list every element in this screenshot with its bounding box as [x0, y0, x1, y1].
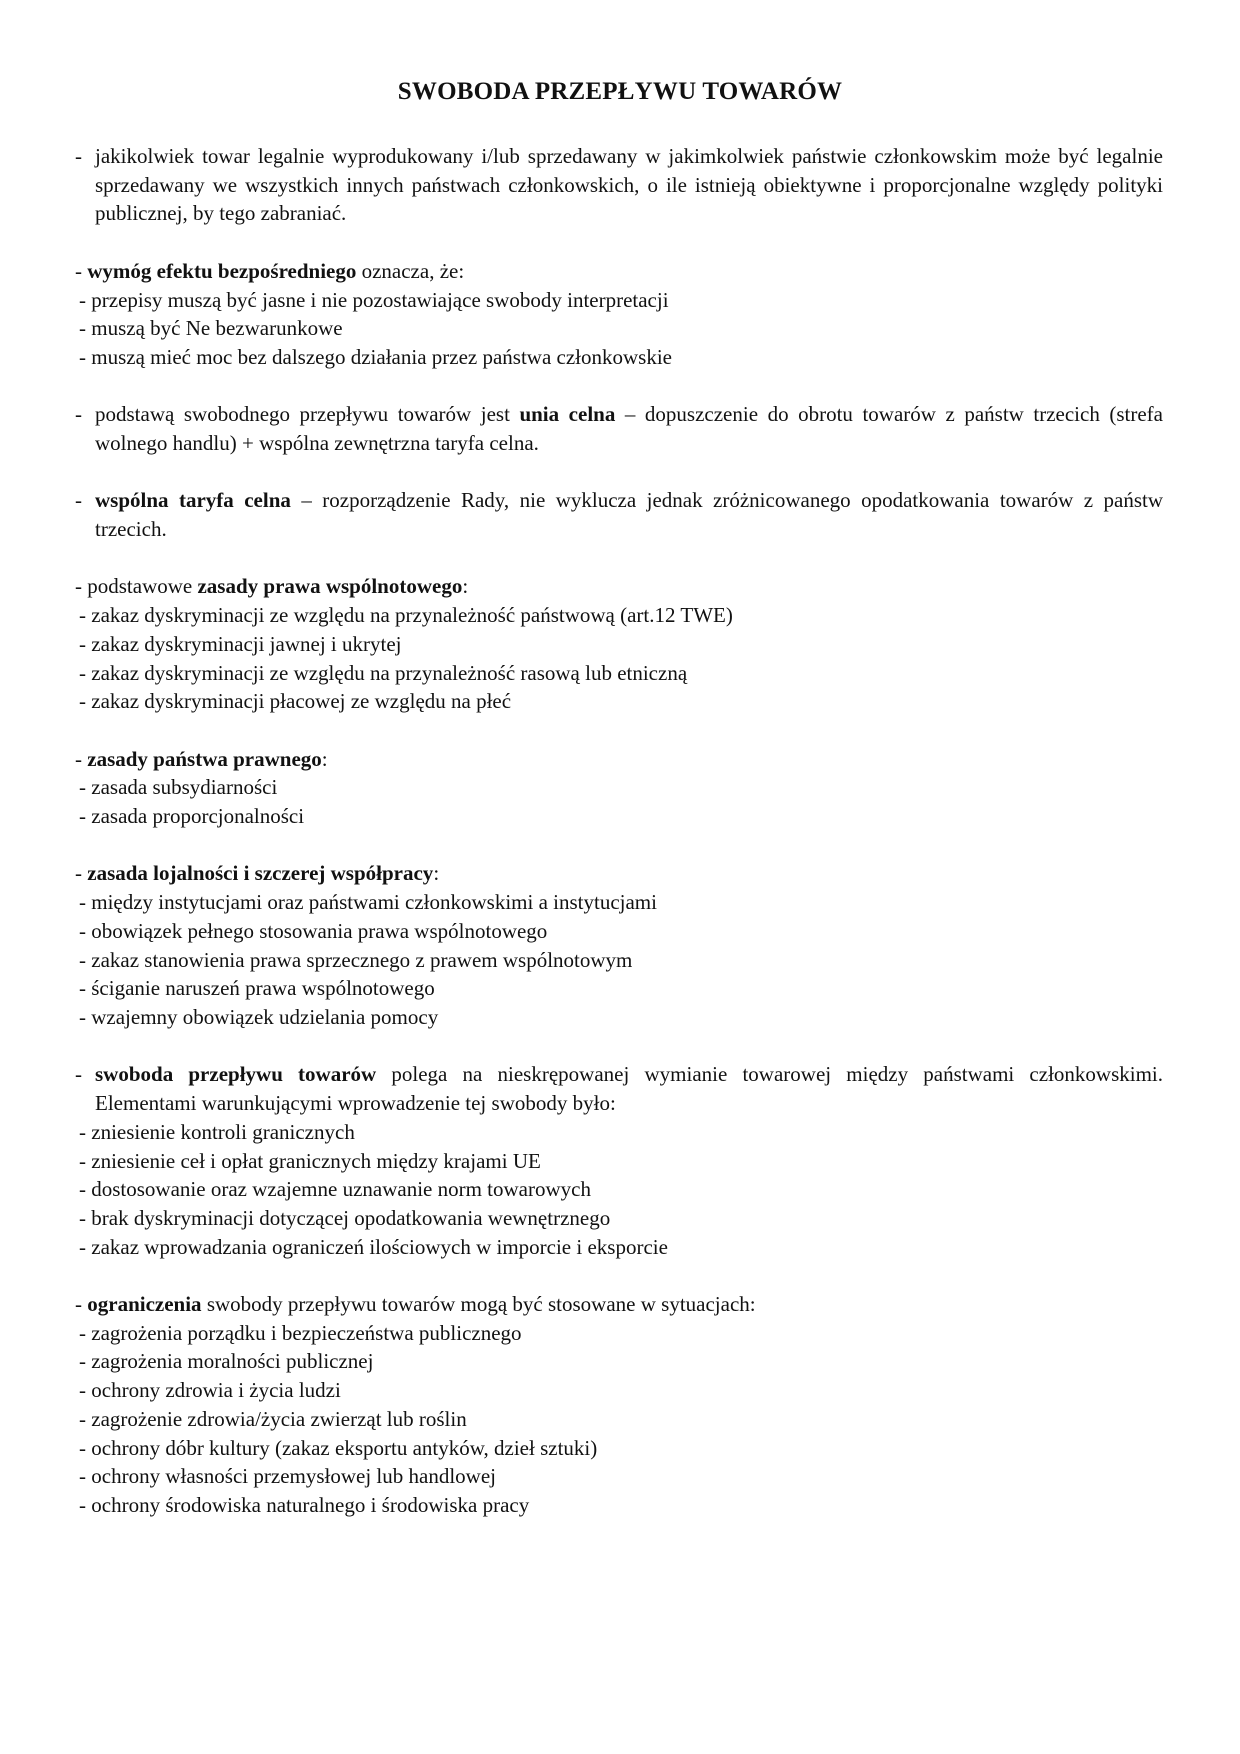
paragraph-community-law-principles-heading: - podstawowe zasady prawa wspólnotowego: — [75, 574, 469, 599]
bold-term: unia celna — [519, 402, 616, 427]
document-title: SWOBODA PRZEPŁYWU TOWARÓW — [397, 78, 843, 105]
bold-term: ograniczenia — [87, 1292, 202, 1316]
spacer — [75, 458, 1163, 487]
paragraph-customs-union: - podstawą swobodnego przepływu towarów jest unia celna – dopuszczenie do obrotu towarów z państw trzecich (strefa wolnego handlu) + wspólna zewnętrzna taryfa celna. — [75, 402, 1163, 455]
dash-marker: - — [75, 488, 82, 513]
bold-term: wspólna taryfa celna — [95, 488, 291, 513]
list-item: - muszą mieć moc bez dalszego działania przez państwa członkowskie — [79, 344, 673, 369]
dash-marker: - — [75, 402, 82, 427]
spacer — [75, 831, 1163, 860]
list-item: - zakaz dyskryminacji ze względu na przynależność rasową lub etniczną — [79, 660, 688, 685]
paragraph-rule-of-law-heading: - zasady państwa prawnego: — [75, 746, 328, 771]
paragraph-direct-effect-heading: - wymóg efektu bezpośredniego oznacza, że: — [75, 258, 465, 283]
spacer — [75, 228, 1163, 257]
list-item: - zakaz wprowadzania ograniczeń ilościowych w imporcie i eksporcie — [79, 1234, 668, 1259]
bold-term: zasada lojalności i szczerej współpracy — [87, 861, 434, 886]
list-item: - zakaz stanowienia prawa sprzecznego z prawem wspólnotowym — [79, 947, 633, 972]
list-item: - zniesienie ceł i opłat granicznych między krajami UE — [79, 1148, 541, 1173]
paragraph-restrictions-heading: - ograniczenia swobody przepływu towarów mogą być stosowane w sytuacjach: — [75, 1292, 756, 1316]
list-item: - przepisy muszą być jasne i nie pozostawiające swobody interpretacji — [79, 287, 669, 312]
list-item: - zagrożenia porządku i bezpieczeństwa publicznego — [79, 1320, 522, 1345]
list-item: - wzajemny obowiązek udzielania pomocy — [79, 1005, 439, 1029]
paragraph-text: jakikolwiek towar legalnie wyprodukowany i/lub sprzedawany w jakimkolwiek państwie członkowskim może być legalnie sprzedawany we wszystkich innych państwach członkowskich, o ile istnieją obiektywne i proporcjonalne względy polityki publicznej, by tego zabraniać. — [95, 144, 1163, 226]
paragraph-common-tariff: - wspólna taryfa celna – rozporządzenie Rady, nie wyklucza jednak zróżnicowanego opodatkowania towarów z państw trzecich. — [75, 488, 1163, 542]
spacer — [75, 1261, 1163, 1290]
dash-marker: - — [75, 144, 82, 168]
bold-term: zasady prawa wspólnotowego — [197, 574, 463, 599]
paragraph-loyalty-heading: - zasada lojalności i szczerej współpracy: — [75, 861, 440, 886]
paragraph-free-movement-of-goods: - swoboda przepływu towarów polega na nieskrępowanej wymianie towarowej między państwami członkowskimi. Elementami warunkującymi wprowadzenie tej swobody było: — [75, 1062, 1164, 1116]
list-item: - zakaz dyskryminacji jawnej i ukrytej — [79, 631, 402, 656]
paragraph-free-movement-definition — [75, 142, 1163, 228]
list-item: - zasada proporcjonalności — [79, 804, 305, 829]
document-body — [75, 142, 1163, 1520]
list-item: - zasada subsydiarności — [79, 775, 278, 800]
bold-term: swoboda przepływu towarów — [95, 1062, 377, 1087]
list-item: - ochrony środowiska naturalnego i środowiska pracy — [79, 1492, 530, 1517]
spacer — [75, 1032, 1163, 1061]
list-item: - zakaz dyskryminacji płacowej ze względu na płeć — [79, 689, 512, 714]
bold-term: wymóg efektu bezpośredniego — [87, 258, 357, 283]
list-item: - między instytucjami oraz państwami członkowskimi a instytucjami — [79, 890, 657, 915]
list-item: - ochrony dóbr kultury (zakaz eksportu antyków, dzieł sztuki) — [79, 1435, 598, 1460]
list-item: - zagrożenia moralności publicznej — [79, 1349, 374, 1374]
list-item: - zniesienie kontroli granicznych — [79, 1119, 355, 1144]
list-item: - ochrony zdrowia i życia ludzi — [79, 1378, 341, 1403]
list-item: - muszą być Ne bezwarunkowe — [79, 316, 343, 341]
spacer — [75, 716, 1163, 745]
list-item: - obowiązek pełnego stosowania prawa wspólnotowego — [79, 918, 548, 943]
list-item: - ściganie naruszeń prawa wspólnotowego — [79, 976, 435, 1001]
list-item: - dostosowanie oraz wzajemne uznawanie norm towarowych — [79, 1177, 591, 1202]
bold-term: zasady państwa prawnego — [87, 746, 322, 771]
dash-marker: - — [75, 1062, 82, 1087]
list-item: - zakaz dyskryminacji ze względu na przynależność państwową (art.12 TWE) — [79, 603, 733, 628]
list-item: - ochrony własności przemysłowej lub handlowej — [79, 1464, 496, 1489]
spacer — [75, 372, 1163, 401]
list-item: - brak dyskryminacji dotyczącej opodatkowania wewnętrznego — [79, 1205, 611, 1230]
spacer — [75, 544, 1163, 573]
heading-rest: oznacza, że: — [356, 258, 465, 283]
list-item: - zagrożenie zdrowia/życia zwierząt lub roślin — [79, 1406, 467, 1431]
